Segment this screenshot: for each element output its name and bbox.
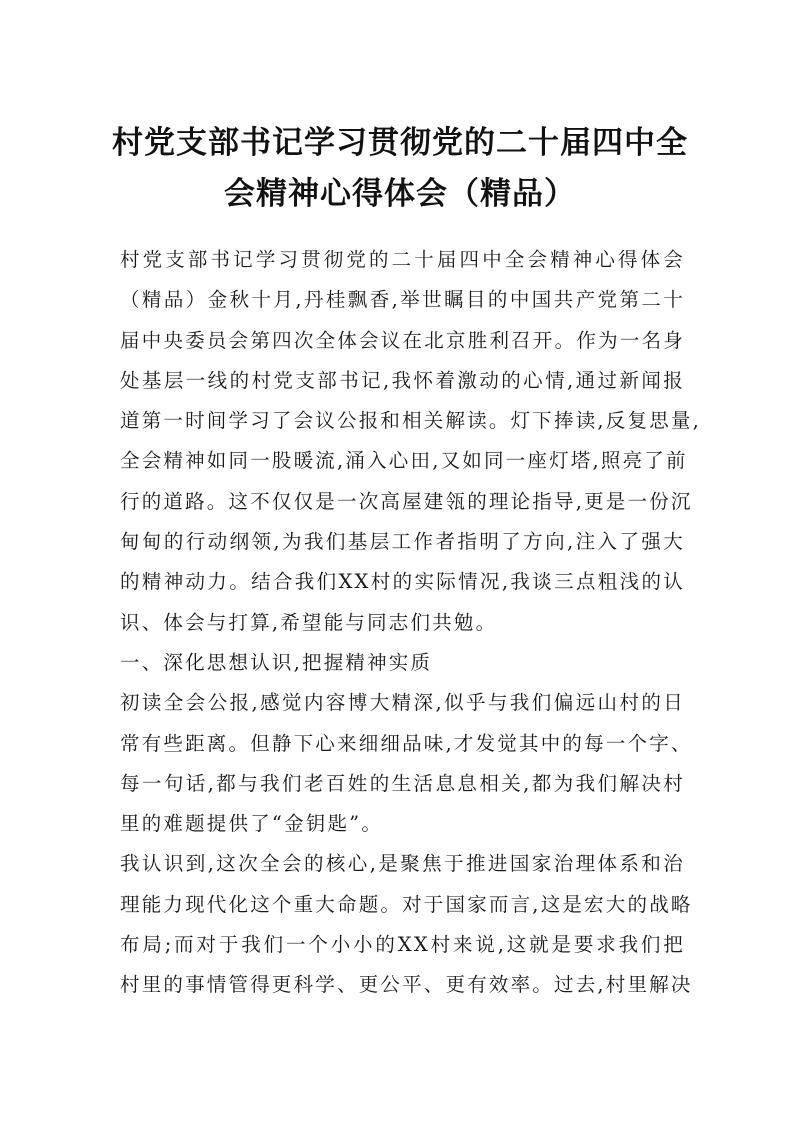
- body-line: 道第一时间学习了会议公报和相关解读。灯下捧读,反复思量,: [120, 409, 701, 433]
- body-line: 村党支部书记学习贯彻党的二十届四中全会精神心得体会: [120, 248, 685, 271]
- body-line: 处基层一线的村党支部书记,我怀着激动的心情,通过新闻报: [120, 368, 685, 392]
- body-line: 常有些距离。但静下心来细细品味,才发觉其中的每一个字、: [120, 731, 693, 755]
- body-line: 村里的事情管得更科学、更公平、更有效率。过去,村里解决: [120, 973, 693, 997]
- section-heading: 一、深化思想认识,把握精神实质: [120, 650, 433, 674]
- body-line: 行的道路。这不仅仅是一次高屋建瓴的理论指导,更是一份沉: [120, 489, 693, 513]
- body-line: 的精神动力。结合我们XX村的实际情况,我谈三点粗浅的认: [120, 570, 685, 594]
- document-body: [120, 240, 701, 1006]
- body-line: 届中央委员会第四次全体会议在北京胜利召开。作为一名身: [120, 328, 685, 352]
- body-line: （精品）金秋十月,丹桂飘香,举世瞩目的中国共产党第二十: [120, 288, 685, 312]
- body-line: 理能力现代化这个重大命题。对于国家而言,这是宏大的战略: [120, 892, 693, 916]
- body-line: 布局;而对于我们一个小小的XX村来说,这就是要求我们把: [120, 933, 685, 957]
- document-title-line-2: 会精神心得体会（精品）: [224, 176, 576, 212]
- body-line: 甸甸的行动纲领,为我们基层工作者指明了方向,注入了强大: [120, 530, 685, 554]
- body-line: 每一句话,都与我们老百姓的生活息息相关,都为我们解决村: [120, 771, 685, 795]
- body-line: 里的难题提供了“金钥匙”。: [120, 812, 384, 836]
- body-line: 全会精神如同一股暖流,涌入心田,又如同一座灯塔,照亮了前: [120, 449, 688, 473]
- document-title-line-1: 村党支部书记学习贯彻党的二十届四中全: [112, 125, 688, 161]
- body-line: 我认识到,这次全会的核心,是聚焦于推进国家治理体系和治: [120, 852, 685, 876]
- body-line: 初读全会公报,感觉内容博大精深,似乎与我们偏远山村的日: [120, 691, 685, 715]
- body-line: 识、体会与打算,希望能与同志们共勉。: [120, 610, 498, 634]
